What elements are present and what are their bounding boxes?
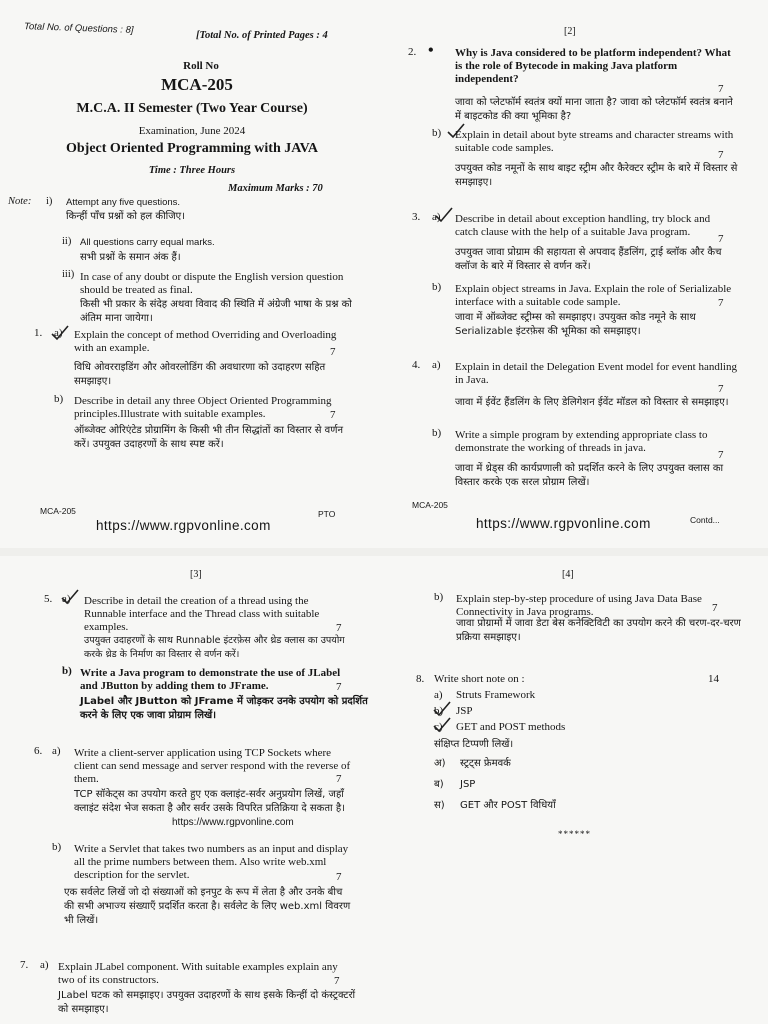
q4b-text: Write a simple program by extending appropriate class to demonstrate the working of threads in java. <box>455 429 708 454</box>
q3a-text: Describe in detail about exception handling, try block and catch clause with the help of a suitable Java program. <box>455 213 711 238</box>
tick-mark-icon <box>434 206 454 224</box>
course-title: M.C.A. II Semester (Two Year Course) <box>76 101 308 116</box>
q6a-label: a) <box>52 745 61 757</box>
note-2-num: ii) <box>62 236 72 247</box>
q4b-label: b) <box>432 427 442 439</box>
footer-contd: Contd... <box>690 515 720 525</box>
q1-number: 1. <box>34 327 43 339</box>
note-3-en: In case of any doubt or dispute the English version question should be treated as final. <box>80 271 344 296</box>
tick-mark-icon <box>60 588 80 606</box>
page-number: [2] <box>564 26 576 37</box>
q5b-text: Write a Java program to demonstrate the use of JLabel and JButton by adding them to JFrame. <box>80 667 341 692</box>
q1b-hindi: ऑब्जेक्ट ओरिएंटेड प्रोग्रामिंग के किसी भी तीन सिद्धांतों का विस्तार से वर्णन करें। उपयुक्त उदाहरणों के साथ स्पष्ट करें। <box>74 425 344 450</box>
footer-url[interactable]: https://www.rgpvonline.com <box>476 516 651 531</box>
note-label: Note: <box>8 196 32 207</box>
maximum-marks: Maximum Marks : 70 <box>228 183 323 194</box>
q1b-text: Describe in detail any three Object Oriented Programming principles.Illustrate with suitable examples. <box>74 395 332 420</box>
tick-mark-icon <box>50 324 70 342</box>
q1a-label: a) <box>54 327 63 339</box>
q6a-text: Write a client-server application using TCP Sockets where client can send message and server respond with the reverse of them. <box>74 747 351 785</box>
roll-no: Roll No <box>183 60 219 72</box>
q7a-text: Explain JLabel component. With suitable examples explain any two of its constructors. <box>58 961 338 986</box>
q2b-hindi: उपयुक्त कोड नमूनों के साथ बाइट स्ट्रीम और कैरेक्टर स्ट्रीम के बारे में विस्तार से समझाइए। <box>455 163 738 188</box>
page-number: [3] <box>190 569 202 580</box>
page-4 <box>384 556 768 1024</box>
q3b-label: b) <box>432 281 442 293</box>
q6b-hindi: एक सर्वलेट लिखें जो दो संख्याओं को इनपुट के रूप में लेता है और उनके बीच की सभी अभाज्य संख्याएँ प्रदर्शित करता है। सर्वलेट के लिए web.xml विवरण भी लिखें। <box>64 887 351 926</box>
q6b-text: Write a Servlet that takes two numbers as an input and display all the prime numbers between them. Also write web.xml description for the servlet. <box>74 843 349 881</box>
q3-number: 3. <box>412 211 421 223</box>
q8-hindi: संक्षिप्त टिप्पणी लिखें। <box>434 739 514 750</box>
q7a-marks: 7 <box>334 975 340 987</box>
q5b-label: b) <box>62 665 72 677</box>
q8-text: Write short note on : <box>434 673 525 685</box>
note-1-hi: किन्हीं पाँच प्रश्नों को हल कीजिए। <box>66 211 185 222</box>
q3b-hindi: जावा में ऑब्जेक्ट स्ट्रीम्स को समझाइए। उपयुक्त कोड नमूने के साथ Serializable इंटरफ़ेस की भूमिका को समझाइए। <box>455 312 696 337</box>
end-of-paper: ****** <box>558 829 591 839</box>
q3a-hindi: उपयुक्त जावा प्रोग्राम की सहायता से अपवाद हैंडलिंग, ट्राई ब्लॉक और कैच क्लॉज के बारे में विस्तार से वर्णन करें। <box>455 247 722 272</box>
q5a-marks: 7 <box>336 622 342 634</box>
q4a-text: Explain in detail the Delegation Event model for event handling in Java. <box>455 361 737 386</box>
q6b-marks: 7 <box>336 871 342 883</box>
q5a-hindi: उपयुक्त उदाहरणों के साथ Runnable इंटरफ़ेस और थ्रेड क्लास का उपयोग करके थ्रेड के निर्माण का विस्तार से वर्णन करें। <box>84 635 345 660</box>
page-2 <box>384 0 768 548</box>
tick-mark-icon <box>432 716 452 734</box>
q7a-label: a) <box>40 959 49 971</box>
q8-hi-c: GET और POST विधियाँ <box>460 800 556 811</box>
q4a-hindi: जावा में ईवेंट हैंडलिंग के लिए डेलिगेशन ईवेंट मॉडल को विस्तार से समझाइए। <box>455 397 729 408</box>
paper-code: MCA-205 <box>161 75 233 94</box>
q8-item-a: Struts Framework <box>456 689 536 701</box>
q3a-marks: 7 <box>718 233 724 245</box>
page-number: [4] <box>562 569 574 580</box>
q5-number: 5. <box>44 593 53 605</box>
q5b-hindi: JLabel और JButton को JFrame में जोड़कर उनके उपयोग को प्रदर्शित करने के लिए एक जावा प्रोग्राम लिखें। <box>80 696 368 721</box>
page-divider <box>0 548 768 556</box>
q6-number: 6. <box>34 745 43 757</box>
q6b-label: b) <box>52 841 62 853</box>
time-allowed: Time : Three Hours <box>148 165 236 176</box>
page-3 <box>0 556 384 1024</box>
q4a-marks: 7 <box>718 383 724 395</box>
footer-code: MCA-205 <box>40 506 76 516</box>
q8-item-c: GET and POST methods <box>456 721 566 733</box>
q1a-text: Explain the concept of method Overriding and Overloading with an example. <box>74 329 337 354</box>
q7b-marks: 7 <box>712 602 718 614</box>
q8-hi-c-label: स) <box>434 800 445 811</box>
q2b-text: Explain in detail about byte streams and character streams with suitable code samples. <box>455 129 734 154</box>
q4a-label: a) <box>432 359 441 371</box>
inline-url[interactable]: https://www.rgpvonline.com <box>172 817 294 828</box>
q6a-marks: 7 <box>336 773 342 785</box>
q1b-label: b) <box>54 393 64 405</box>
q2-number: 2. <box>408 46 417 58</box>
footer-url[interactable]: https://www.rgpvonline.com <box>96 518 271 533</box>
q2b-marks: 7 <box>718 149 724 161</box>
q4b-hindi: जावा में थ्रेड्स की कार्यप्रणाली को प्रदर्शित करने के लिए उपयुक्त क्लास का विस्तार करके एक सरल प्रोग्राम लिखें। <box>455 463 724 488</box>
subject-title: Object Oriented Programming with JAVA <box>66 141 318 156</box>
q8-hi-b: JSP <box>460 779 476 790</box>
bullet-icon: • <box>428 42 434 59</box>
q1a-hindi: विधि ओवरराइडिंग और ओवरलोडिंग की अवधारणा को उदाहरण सहित समझाइए। <box>74 362 326 387</box>
total-pages: [Total No. of Printed Pages : 4 <box>196 30 328 41</box>
note-3-hi: किसी भी प्रकार के संदेह अथवा विवाद की स्थिति में अंग्रेजी भाषा के प्रश्न को अंतिम माना जायेगा। <box>80 299 352 324</box>
q5a-label: a) <box>62 593 71 605</box>
q5b-marks: 7 <box>336 681 342 693</box>
q3b-text: Explain object streams in Java. Explain the role of Serializable interface with a suitable code sample. <box>455 283 732 308</box>
footer-code: MCA-205 <box>412 500 448 510</box>
note-2-en: All questions carry equal marks. <box>80 237 215 248</box>
q6a-hindi: TCP सॉकेट्स का उपयोग करते हुए एक क्लाइंट-सर्वर अनुप्रयोग लिखें, जहाँ क्लाइंट संदेश भेज सकता है और सर्वर उसके विपरित प्रतिक्रिया दे सकता है। <box>74 789 345 814</box>
q3b-marks: 7 <box>718 297 724 309</box>
q1b-marks: 7 <box>330 409 336 421</box>
q5a-text: Describe in detail the creation of a thread using the Runnable interface and the Thread class with suitable examples. <box>84 595 320 633</box>
q8-number: 8. <box>416 673 425 685</box>
note-1-num: i) <box>46 196 53 207</box>
note-3-num: iii) <box>62 269 75 280</box>
footer-pto: PTO <box>318 509 336 519</box>
q8-item-b: JSP <box>456 705 473 717</box>
q7b-label: b) <box>434 591 444 603</box>
q2-hindi: जावा को प्लेटफॉर्म स्वतंत्र क्यों माना जाता है? जावा को प्लेटफॉर्म स्वतंत्र बनाने में बाइटकोड की क्या भूमिका है? <box>455 97 733 122</box>
total-questions: Total No. of Questions : 8] <box>23 21 134 36</box>
q1a-marks: 7 <box>330 346 336 358</box>
q3a-label: a) <box>432 211 441 223</box>
q2b-label: b) <box>432 127 442 139</box>
q8-item-c-label: c) <box>434 721 443 733</box>
q7b-text: Explain step-by-step procedure of using Java Data Base Connectivity in Java programs. <box>456 593 702 618</box>
q8-marks: 14 <box>708 673 719 685</box>
q7b-hindi: जावा प्रोग्रामों में जावा डेटा बेस कनेक्टिविटी का उपयोग करने की चरण-दर-चरण प्रक्रिया समझाइए। <box>456 618 741 643</box>
q2-text: Why is Java considered to be platform independent? What is the role of Bytecode in making Java platform independent? <box>455 47 731 85</box>
q4b-marks: 7 <box>718 449 724 461</box>
q8-hi-b-label: ब) <box>434 779 444 790</box>
page-1 <box>0 0 384 548</box>
q7-number: 7. <box>20 959 29 971</box>
q8-item-b-label: b) <box>434 705 444 717</box>
q2-marks: 7 <box>718 83 724 95</box>
q8-hi-a-label: अ) <box>434 758 446 769</box>
q7a-hindi: JLabel घटक को समझाइए। उपयुक्त उदाहरणों के साथ इसके किन्हीं दो कंस्ट्रक्टरों को समझाइए। <box>58 990 356 1015</box>
note-2-hi: सभी प्रश्नों के समान अंक हैं। <box>80 252 181 263</box>
q8-item-a-label: a) <box>434 689 443 701</box>
q4-number: 4. <box>412 359 421 371</box>
note-1-en: Attempt any five questions. <box>66 197 181 208</box>
exam-session: Examination, June 2024 <box>138 125 246 137</box>
q8-hi-a: स्ट्रट्स फ्रेमवर्क <box>460 758 511 769</box>
